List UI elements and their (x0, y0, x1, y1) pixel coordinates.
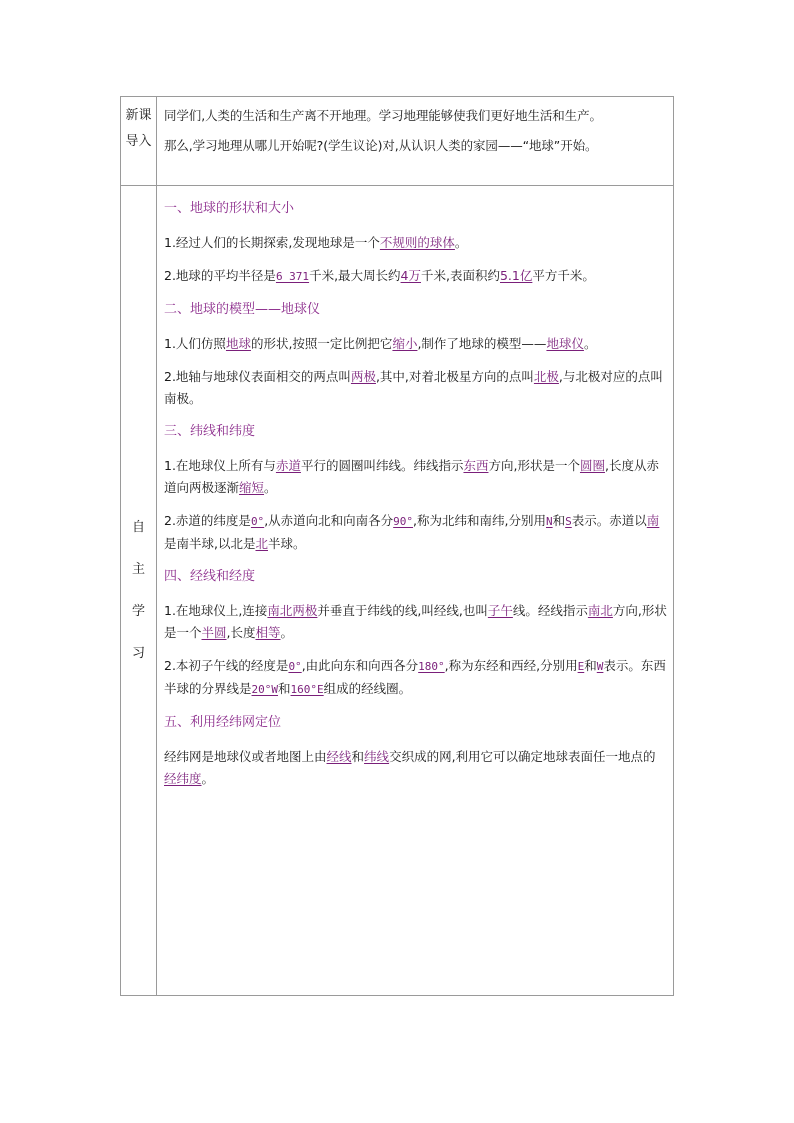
section-heading: 四、经线和经度 (164, 569, 256, 584)
section-item: 1.在地球仪上,连接南北两极并垂直于纬线的线,叫经线,也叫子午线。经线指示南北方向,形状是一个半圆,长度相等。 (164, 603, 667, 640)
lesson-plan-page (120, 96, 674, 996)
answer-blank: N (546, 515, 553, 528)
section-item: 1.在地球仪上所有与赤道平行的圆圈叫纬线。纬线指示东西方向,形状是一个圆圈,长度从赤道向两极逐渐缩短。 (164, 458, 659, 495)
section-heading: 五、利用经纬网定位 (164, 715, 282, 730)
section-heading: 二、地球的模型——地球仪 (164, 302, 321, 317)
self-study-label-char: 自 (131, 519, 145, 535)
answer-blank: 0° (288, 660, 302, 673)
answer-blank: 6 371 (275, 270, 310, 283)
answer-blank: 缩短 (239, 480, 265, 495)
answer-blank: 90° (393, 515, 414, 528)
section-item: 2.地球的平均半径是6 371千米,最大周长约4万千米,表面积约5.1亿平方千米。 (164, 268, 595, 283)
answer-blank: S (565, 515, 572, 528)
answer-blank: 半圆 (201, 625, 227, 640)
section-item: 1.经过人们的长期探索,发现地球是一个不规则的球体。 (164, 235, 468, 250)
intro-text-line1: 同学们,人类的生活和生产离不开地理。学习地理能够使我们更好地生活和生产。 (164, 108, 602, 123)
section-heading: 一、地球的形状和大小 (164, 201, 295, 216)
self-study-row (121, 186, 674, 996)
answer-blank: 地球仪 (546, 336, 584, 351)
section-heading: 三、纬线和纬度 (164, 424, 256, 439)
section-item: 2.本初子午线的经度是0°,由此向东和向西各分180°,称为东经和西经,分别用E和W表示。东西半球的分界线是20°W和160°E组成的经线圈。 (164, 658, 666, 696)
answer-blank: 经线 (326, 749, 352, 764)
intro-text-line2: 那么,学习地理从哪儿开始呢?(学生议论)对,从认识人类的家园——“地球”开始。 (164, 138, 598, 153)
answer-blank: 4万 (400, 268, 421, 283)
answer-blank: 子午 (487, 603, 513, 618)
answer-blank: W (596, 660, 604, 673)
self-study-label-cell (121, 186, 157, 996)
section-item: 2.赤道的纬度是0°,从赤道向北和向南各分90°,称为北纬和南纬,分别用N和S表示。赤道以南是南半球,以北是北半球。 (164, 513, 660, 551)
answer-blank: 南 (646, 513, 660, 528)
answer-blank: 经纬度 (164, 771, 202, 786)
answer-blank: 180° (418, 660, 445, 673)
answer-blank: 南北 (587, 603, 613, 618)
intro-content (157, 97, 674, 186)
answer-blank: 赤道 (275, 458, 301, 473)
answer-blank: 不规则的球体 (379, 235, 455, 250)
section-item: 2.地轴与地球仪表面相交的两点叫两极,其中,对着北极星方向的点叫北极,与北极对应的点叫南极。 (164, 369, 663, 406)
answer-blank: 北极 (533, 369, 559, 384)
self-study-content (157, 186, 674, 996)
answer-blank: 160°E (290, 683, 324, 696)
self-study-label-char: 学 (131, 603, 145, 619)
answer-blank: 南北两极 (267, 603, 318, 618)
answer-blank: 地球 (225, 336, 251, 351)
answer-blank: 缩小 (392, 336, 418, 351)
answer-blank: 圆圈 (579, 458, 605, 473)
intro-label-cell (121, 97, 157, 186)
answer-blank: 20°W (251, 683, 279, 696)
intro-label-line2: 导入 (125, 134, 152, 149)
answer-blank: 两极 (350, 369, 376, 384)
answer-blank: 0° (250, 515, 265, 528)
section-item: 1.人们仿照地球的形状,按照一定比例把它缩小,制作了地球的模型——地球仪。 (164, 336, 597, 351)
intro-row (121, 97, 674, 186)
intro-label-line1: 新课 (125, 108, 152, 123)
answer-blank: E (577, 660, 585, 673)
self-study-label-char: 习 (131, 645, 145, 661)
self-study-label-char: 主 (131, 561, 145, 577)
section-item: 经纬网是地球仪或者地图上由经线和纬线交织成的网,利用它可以确定地球表面任一地点的经纬度。 (164, 749, 656, 786)
answer-blank: 5.1亿 (499, 268, 533, 283)
answer-blank: 北 (255, 536, 268, 551)
lesson-table (120, 96, 674, 996)
answer-blank: 相等 (255, 625, 281, 640)
answer-blank: 纬线 (364, 749, 390, 764)
answer-blank: 东西 (463, 458, 489, 473)
